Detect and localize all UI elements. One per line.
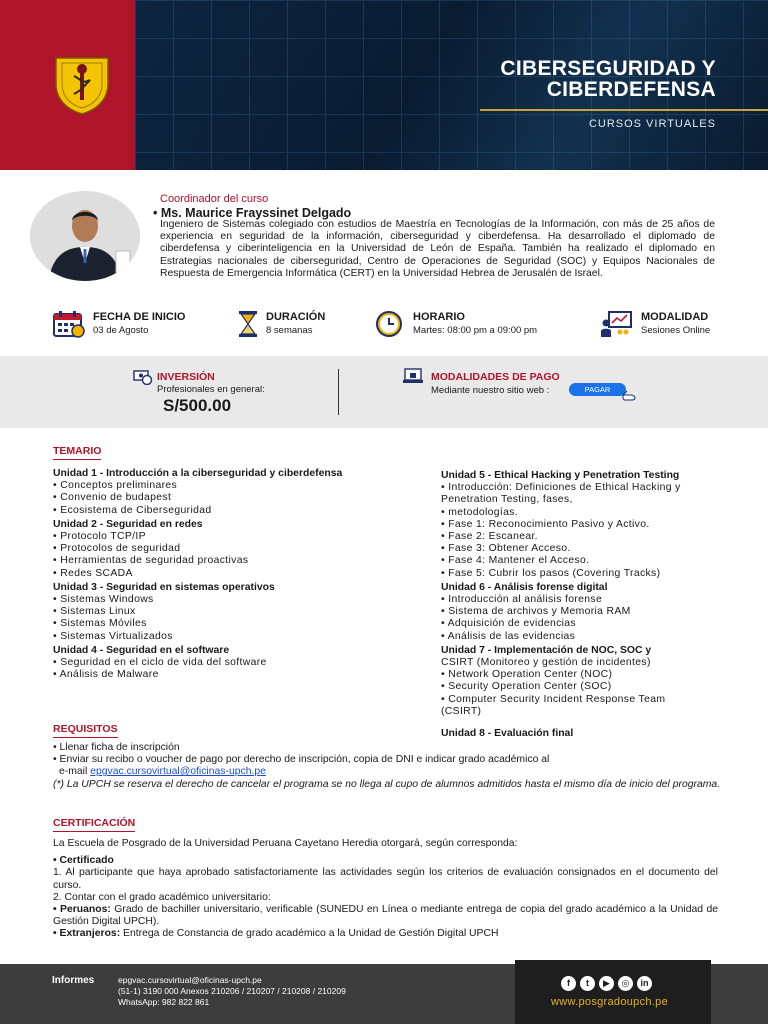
cert-extranjeros [53,928,718,940]
coordinator-label: Coordinador del curso [160,193,269,205]
fact-schedule-value: Martes: 08:00 pm a 09:00 pm [413,325,538,336]
requisito-item: • Llenar ficha de inscripción [53,742,180,753]
twitter-icon[interactable]: t [580,976,595,991]
header-banner [0,0,768,170]
unit-3-item: • Sistemas Móviles [53,618,147,630]
facebook-icon[interactable]: f [561,976,576,991]
social-links [561,976,656,992]
unit-6-item: • Sistema de archivos y Memoria RAM [441,606,631,618]
person-icon [30,191,140,281]
coordinator-name: • Ms. Maurice Frayssinet Delgado [153,206,352,220]
presentation-icon [600,310,632,338]
unit-7-title: Unidad 7 - Implementación de NOC, SOC y [441,644,652,656]
email-link[interactable]: epgvac.cursovirtual@oficinas-upch.pe [90,766,266,778]
unit-2-title: Unidad 2 - Seguridad en redes [53,518,203,530]
unit-7-item: • Security Operation Center (SOC) [441,681,612,693]
unit-1-title: Unidad 1 - Introducción a la ciberseguridad y ciberdefensa [53,468,343,479]
youtube-icon[interactable]: ▶ [599,976,614,991]
fact-start-date [53,308,213,342]
requisitos-title: REQUISITOS [53,723,118,735]
certificacion-body [53,838,718,941]
unit-1-item: • Conceptos preliminares [53,480,178,492]
unit-5-title: Unidad 5 - Ethical Hacking y Penetration Testing [441,470,680,481]
course-title-line2: CIBERDEFENSA [546,78,716,101]
unit-4-title: Unidad 4 - Seguridad en el software [53,644,230,656]
unit-7-item: CSIRT (Monitoreo y gestión de incidentes) [441,657,651,669]
course-title [500,58,716,100]
cancellation-note: (*) La UPCH se reserva el derecho de cancelar el programa se no llega al cupo de alumnos admitidos hasta el mismo día de inicio del programa. [53,778,721,790]
cert-point-1: 1. Al participante que haya aprobado satisfactoriamente las actividades según los criterios de evaluación consignados en el documento del curso. [53,867,718,891]
unit-5-item: • Fase 1: Reconocimiento Pasivo y Activo. [441,518,650,530]
cert-point-2: 2. Contar con el grado académico universitario: [53,891,271,903]
course-title-line1: CIBERSEGURIDAD Y [500,57,716,80]
unit-2-item: • Redes SCADA [53,567,133,579]
unit-6-item: • Análisis de las evidencias [441,630,576,642]
footer-label: Informes [52,975,95,986]
calendar-icon [53,310,85,338]
unit-7-item: • Network Operation Center (NOC) [441,669,613,681]
footer-phones: (51-1) 3190 000 Anexos 210206 / 210207 / 210208 / 210209 [118,986,346,996]
footer-contact [118,975,346,1008]
unit-5-item: • Introducción: Definiciones de Ethical Hacking y [441,482,681,494]
fact-schedule-label: HORARIO [413,311,465,323]
footer-social-box [515,960,711,1024]
unit-2-item: • Protocolo TCP/IP [53,531,146,543]
unit-2-item: • Protocolos de seguridad [53,543,181,555]
unit-7-item: • Computer Security Incident Response Team [441,693,666,705]
footer-whatsapp: WhatsApp: 982 822 861 [118,997,210,1007]
requisito-email-line [53,766,723,778]
hourglass-icon [237,310,269,338]
unit-3-item: • Sistemas Windows [53,594,154,606]
unit-3-item: • Sistemas Linux [53,606,136,618]
fact-modality [600,308,720,342]
cert-label: • Certificado [53,855,114,867]
extranjeros-text: Entrega de Constancia de grado académico a la Unidad de Gestión Digital UPCH [120,928,499,940]
unit-1-item: • Ecosistema de Ciberseguridad [53,504,212,516]
coordinator-bio: Ingeniero de Sistemas colegiado con estudios de Maestría en Tecnologías de la Información, con más de 25 años de experiencia en seguridad de la información, ciberseguridad y ciberdefensa. Ha desarrollado el diplomado de ciberdefensa y ciberinteligencia en la Universidad de León de España. También ha realizado el diplomado en Estrategias nacionales de ciberseguridad, Centro de Operaciones de Seguridad (SOC) y Equipos Nacionales de Respuesta de Emergencia Informática (CERT) en la Universidad Hebrea de Jerusalén de Israel. [160,219,715,279]
hand-cursor-icon [621,389,637,401]
coordinator-photo [30,191,140,281]
fact-duration-value: 8 semanas [266,325,313,336]
linkedin-icon[interactable]: in [637,976,652,991]
unit-6-title: Unidad 6 - Análisis forense digital [441,581,608,593]
unit-5-item: Penetration Testing, fases, [441,494,573,506]
cert-peruanos [53,904,718,928]
university-shield-logo [52,54,112,116]
fact-duration [237,308,357,342]
unit-5-item: • Fase 4: Mantener el Acceso. [441,555,590,567]
unit-7-item: (CSIRT) [441,705,482,717]
fact-modality-value: Sesiones Online [641,325,711,336]
payment-title: MODALIDADES DE PAGO [431,371,560,383]
temario-title: TEMARIO [53,445,102,457]
money-icon [133,369,153,385]
temario-right-column [441,470,741,740]
unit-3-item: • Sistemas Virtualizados [53,630,173,642]
requisito-item: • Enviar su recibo o voucher de pago por derecho de inscripción, copia de DNI e indicar grado académico al [53,754,550,766]
fact-duration-label: DURACIÓN [266,311,326,323]
unit-5-item: • Fase 2: Escanear. [441,531,538,543]
unit-5-item: • metodologías. [441,506,519,518]
requisitos-body [53,742,723,791]
unit-5-item: • Fase 3: Obtener Acceso. [441,543,571,555]
laptop-lock-icon [402,368,424,384]
cert-intro: La Escuela de Posgrado de la Universidad Peruana Cayetano Heredia otorgará, según corresponda: [53,838,518,849]
footer-email[interactable]: epgvac.cursovirtual@oficinas-upch.pe [118,975,262,985]
pay-button[interactable]: PAGAR [569,383,626,396]
unit-5-item: • Fase 5: Cubrir los pasos (Covering Tracks) [441,567,661,579]
band-divider [338,369,339,415]
email-prefix: e-mail [59,766,91,778]
peruanos-text: Grado de bachiller universitario, verificable (SUNEDU en Línea o mediante entrega de copia del grado académico a la Unidad de Gestión Digital UPCH). [53,904,719,928]
fact-start-date-label: FECHA DE INICIO [93,311,186,323]
certificacion-title: CERTIFICACIÓN [53,817,136,829]
unit-3-title: Unidad 3 - Seguridad en sistemas operativos [53,581,275,593]
investment-title: INVERSIÓN [157,371,215,383]
unit-1-item: • Convenio de budapest [53,492,172,504]
unit-8-title: Unidad 8 - Evaluación final [441,728,574,740]
course-subtitle: CURSOS VIRTUALES [588,118,716,130]
unit-4-item: • Seguridad en el ciclo de vida del software [53,657,267,669]
fact-modality-label: MODALIDAD [641,311,709,323]
investment-price: S/500.00 [163,396,232,415]
unit-4-item: • Análisis de Malware [53,669,159,681]
peruanos-label: • Peruanos: [53,904,111,916]
unit-6-item: • Adquisición de evidencias [441,618,576,630]
unit-6-item: • Introducción al análisis forense [441,594,603,606]
temario-left-column [53,468,423,681]
investment-subtitle: Profesionales en general: [157,384,265,395]
clock-icon [375,310,407,338]
fact-schedule [375,308,565,342]
unit-2-item: • Herramientas de seguridad proactivas [53,555,249,567]
payment-subtitle: Mediante nuestro sitio web : [431,385,550,396]
title-divider [480,109,768,111]
extranjeros-label: • Extranjeros: [53,928,121,940]
investment-band [0,356,768,428]
fact-start-date-value: 03 de Agosto [93,325,149,336]
instagram-icon[interactable]: ◎ [618,976,633,991]
website-link[interactable]: www.posgradoupch.pe [551,996,668,1008]
